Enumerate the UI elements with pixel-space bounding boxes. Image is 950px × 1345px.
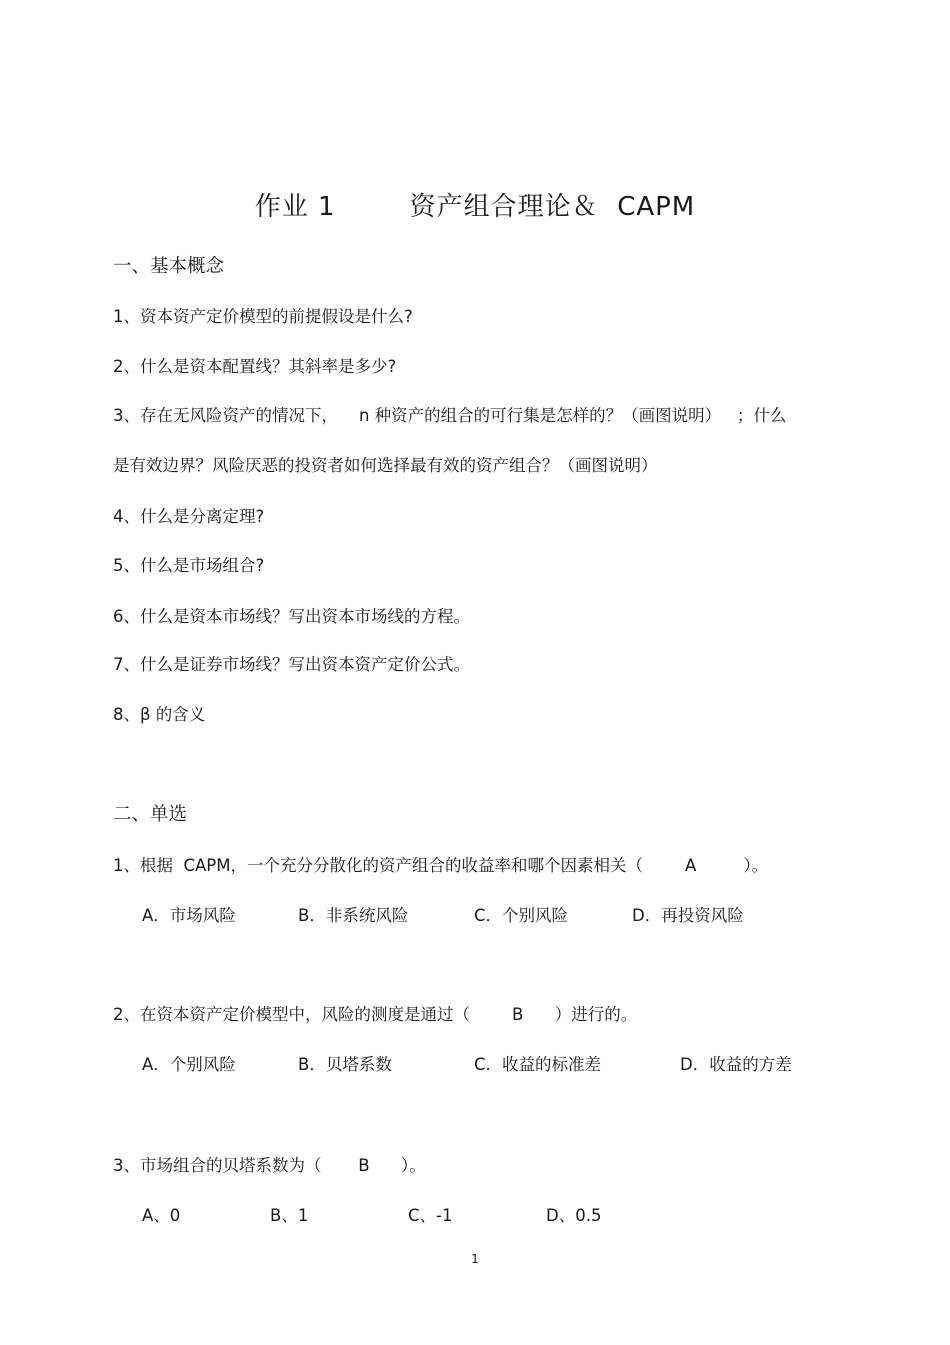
question-1-3-line-1: 3、存在无风险资产的情况下， n 种资产的组合的可行集是怎样的？（画图说明） ；什么 bbox=[113, 406, 787, 425]
mc-question-1-option-b: B．非系统风险 bbox=[298, 906, 409, 925]
mc-question-3-stem: 3、市场组合的贝塔系数为（ B ）。 bbox=[113, 1156, 426, 1175]
question-1-1: 1、资本资产定价模型的前提假设是什么? bbox=[113, 307, 413, 326]
mc-question-1-stem: 1、根据 CAPM，一个充分分散化的资产组合的收益率和哪个因素相关（ A ）。 bbox=[113, 856, 769, 875]
mc-question-3-option-a: A、0 bbox=[142, 1206, 181, 1225]
mc-question-3-option-d: D、0.5 bbox=[546, 1206, 602, 1225]
question-1-4: 4、什么是分离定理? bbox=[113, 507, 265, 526]
question-1-6: 6、什么是资本市场线？写出资本市场线的方程。 bbox=[113, 607, 470, 626]
mc-question-3-option-c: C、-1 bbox=[408, 1206, 453, 1225]
question-1-5: 5、什么是市场组合? bbox=[113, 556, 265, 575]
mc-question-2-option-c: C．收益的标准差 bbox=[474, 1055, 602, 1074]
question-1-2: 2、什么是资本配置线？其斜率是多少? bbox=[113, 357, 397, 376]
question-1-3-line-2: 是有效边界？风险厌恶的投资者如何选择最有效的资产组合？（画图说明） bbox=[113, 456, 658, 475]
mc-question-1-option-c: C．个别风险 bbox=[474, 906, 569, 925]
page-number: 1 bbox=[471, 1252, 479, 1266]
section-heading-basic-concepts: 一、基本概念 bbox=[113, 256, 225, 277]
mc-question-2-option-a: A．个别风险 bbox=[142, 1055, 236, 1074]
question-1-8: 8、β 的含义 bbox=[113, 705, 206, 724]
mc-question-3-option-b: B、1 bbox=[270, 1206, 309, 1225]
mc-question-1-option-a: A．市场风险 bbox=[142, 906, 236, 925]
page-title: 作业 1 资产组合理论＆ CAPM bbox=[254, 192, 696, 222]
section-heading-single-choice: 二、单选 bbox=[113, 804, 188, 825]
mc-question-1-option-d: D．再投资风险 bbox=[632, 906, 744, 925]
mc-question-2-option-b: B．贝塔系数 bbox=[298, 1055, 392, 1074]
mc-question-2-stem: 2、在资本资产定价模型中，风险的测度是通过（ B ）进行的。 bbox=[113, 1005, 638, 1024]
question-1-7: 7、什么是证券市场线？写出资本资产定价公式。 bbox=[113, 655, 470, 674]
mc-question-2-option-d: D．收益的方差 bbox=[680, 1055, 792, 1074]
